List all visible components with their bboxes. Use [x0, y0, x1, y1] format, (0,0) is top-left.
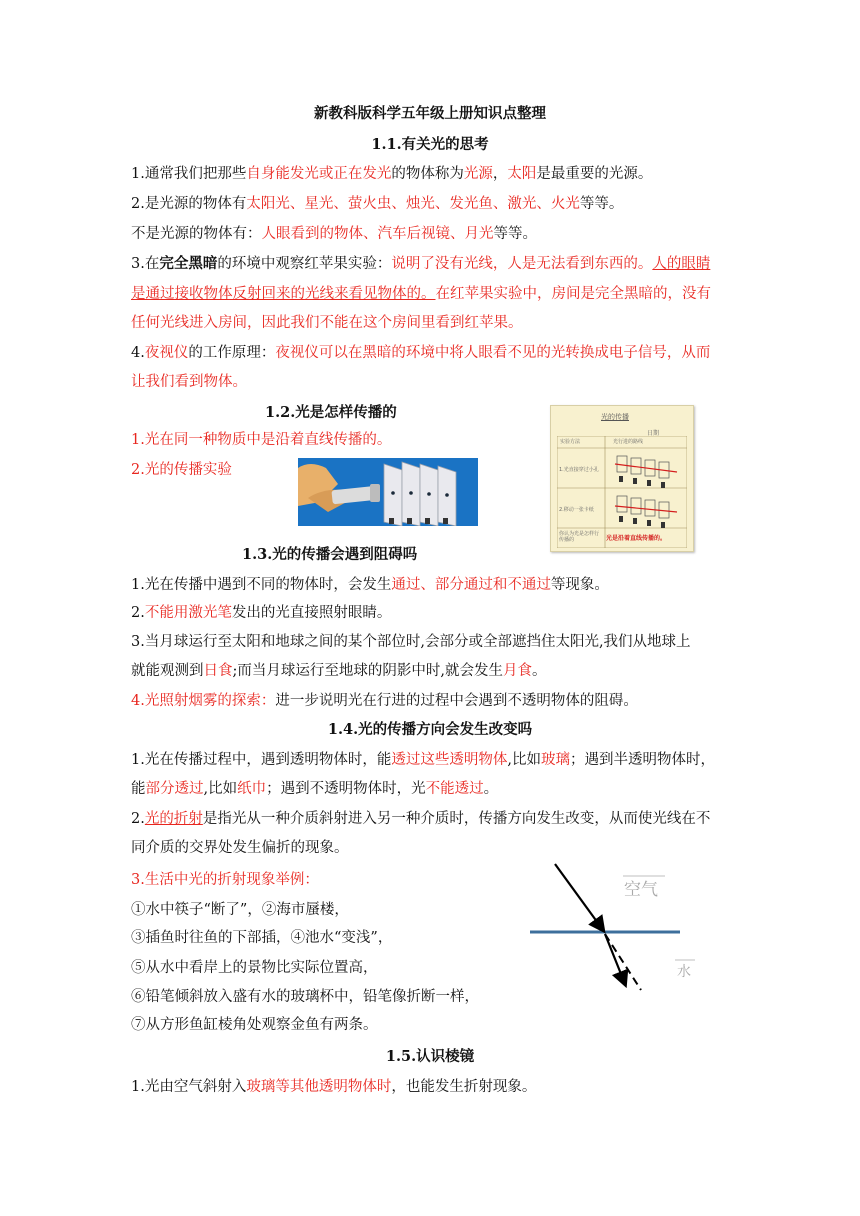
- paragraph-smoke: 4.光照射烟雾的探索：进一步说明光在行进的过程中会遇到不透明物体的阻碍。: [131, 693, 638, 709]
- paragraph-night-vision-2: 让我们看到物体。: [131, 374, 247, 390]
- sheet-row-1: 1.光直接穿过小孔: [559, 467, 599, 473]
- sheet-col-path: 光行进的路线: [613, 439, 644, 445]
- paragraph-refraction-2: 同介质的交界处发生偏折的现象。: [131, 840, 349, 856]
- list-item: ①水中筷子“断了”，②海市蜃楼，: [131, 902, 349, 918]
- paragraph-red-apple-2: 是通过接收物体反射回来的光线来看见物体的。在红苹果实验中，房间是完全黑暗的，没有: [131, 286, 711, 302]
- section-heading-1-2: 1.2.光是怎样传播的: [265, 404, 397, 421]
- section-heading-1-1: 1.1.有关光的思考: [371, 136, 489, 153]
- paragraph-night-vision-1: 4.夜视仪的工作原理：夜视仪可以在黑暗的环境中将人眼看不见的光转换成电子信号，从而: [131, 345, 711, 361]
- sheet-row-3: 你认为光是怎样行传播的: [559, 531, 600, 543]
- paragraph-red-apple-3: 任何光线进入房间，因此我们不能在这个房间里看到红苹果。: [131, 315, 523, 331]
- list-item: ③插鱼时往鱼的下部插，④池水“变浅”，: [131, 930, 393, 946]
- paragraph-refraction-1: 2.光的折射是指光从一种介质斜射进入另一种介质时，传播方向发生改变，从而使光线在不: [131, 811, 711, 827]
- paragraph-light-source-definition: 1.通常我们把那些自身能发光或正在发光的物体称为光源，太阳是最重要的光源。: [131, 166, 653, 182]
- paragraph-light-source-examples: 2.是光源的物体有太阳光、星光、萤火虫、烛光、发光鱼、激光、火光等等。: [131, 196, 624, 212]
- paragraph-refraction-examples-heading: 3.生活中光的折射现象举例：: [131, 872, 319, 888]
- air-label: 空气: [624, 880, 658, 900]
- sheet-title: 光的传播: [601, 413, 629, 421]
- paragraph-laser: 2.不能用激光笔发出的光直接照射眼睛。: [131, 605, 392, 621]
- list-item: ⑤从水中看岸上的景物比实际位置高，: [131, 960, 378, 976]
- paragraph-red-apple-1: 3.在完全黑暗的环境中观察红苹果实验：说明了没有光线，人是无法看到东西的。人的眼睛: [131, 255, 711, 272]
- paragraph-experiment: 2.光的传播实验: [131, 462, 232, 478]
- paragraph-eclipse-2: 就能观测到日食;而当月球运行至地球的阴影中时,就会发生月食。: [131, 663, 547, 679]
- paragraph-obstacles: 1.光在传播中遇到不同的物体时，会发生通过、部分通过和不通过等现象。: [131, 577, 609, 593]
- sheet-col-method: 实验方法: [560, 439, 581, 445]
- document-title: 新教科版科学五年级上册知识点整理: [314, 105, 546, 122]
- sheet-row-2: 2.移动一张卡纸: [559, 507, 594, 513]
- paragraph-transparency-1: 1.光在传播过程中，遇到透明物体时，能透过这些透明物体,比如玻璃；遇到半透明物体时，: [131, 752, 715, 768]
- section-heading-1-5: 1.5.认识棱镜: [385, 1048, 475, 1065]
- section-heading-1-4: 1.4.光的传播方向会发生改变吗: [327, 721, 533, 738]
- section-heading-1-3: 1.3.光的传播会遇到阻碍吗: [242, 546, 418, 563]
- list-item: ⑥铅笔倾斜放入盛有水的玻璃杯中，铅笔像折断一样，: [131, 989, 479, 1005]
- sheet-date: 日期: [647, 430, 660, 437]
- water-label: 水: [677, 964, 691, 980]
- list-item: ⑦从方形鱼缸棱角处观察金鱼有两条。: [131, 1017, 378, 1033]
- paragraph-eclipse-1: 3.当月球运行至太阳和地球之间的某个部位时,会部分或全部遮挡住太阳光,我们从地球上: [131, 634, 691, 650]
- paragraph-transparency-2: 能部分透过,比如纸巾；遇到不透明物体时，光不能透过。: [131, 781, 499, 797]
- paragraph-straight-line: 1.光在同一种物质中是沿着直线传播的。: [131, 432, 392, 448]
- sheet-conclusion: 光是沿着直线传播的。: [606, 535, 667, 542]
- paragraph-prism: 1.光由空气斜射入玻璃等其他透明物体时，也能发生折射现象。: [131, 1079, 537, 1095]
- paragraph-non-light-source: 不是光源的物体有：人眼看到的物体、汽车后视镜、月光等等。: [131, 226, 537, 242]
- flashlight-cards-photo: [298, 458, 478, 526]
- incident-ray: [555, 864, 603, 930]
- experiment-record-sheet: [550, 405, 694, 552]
